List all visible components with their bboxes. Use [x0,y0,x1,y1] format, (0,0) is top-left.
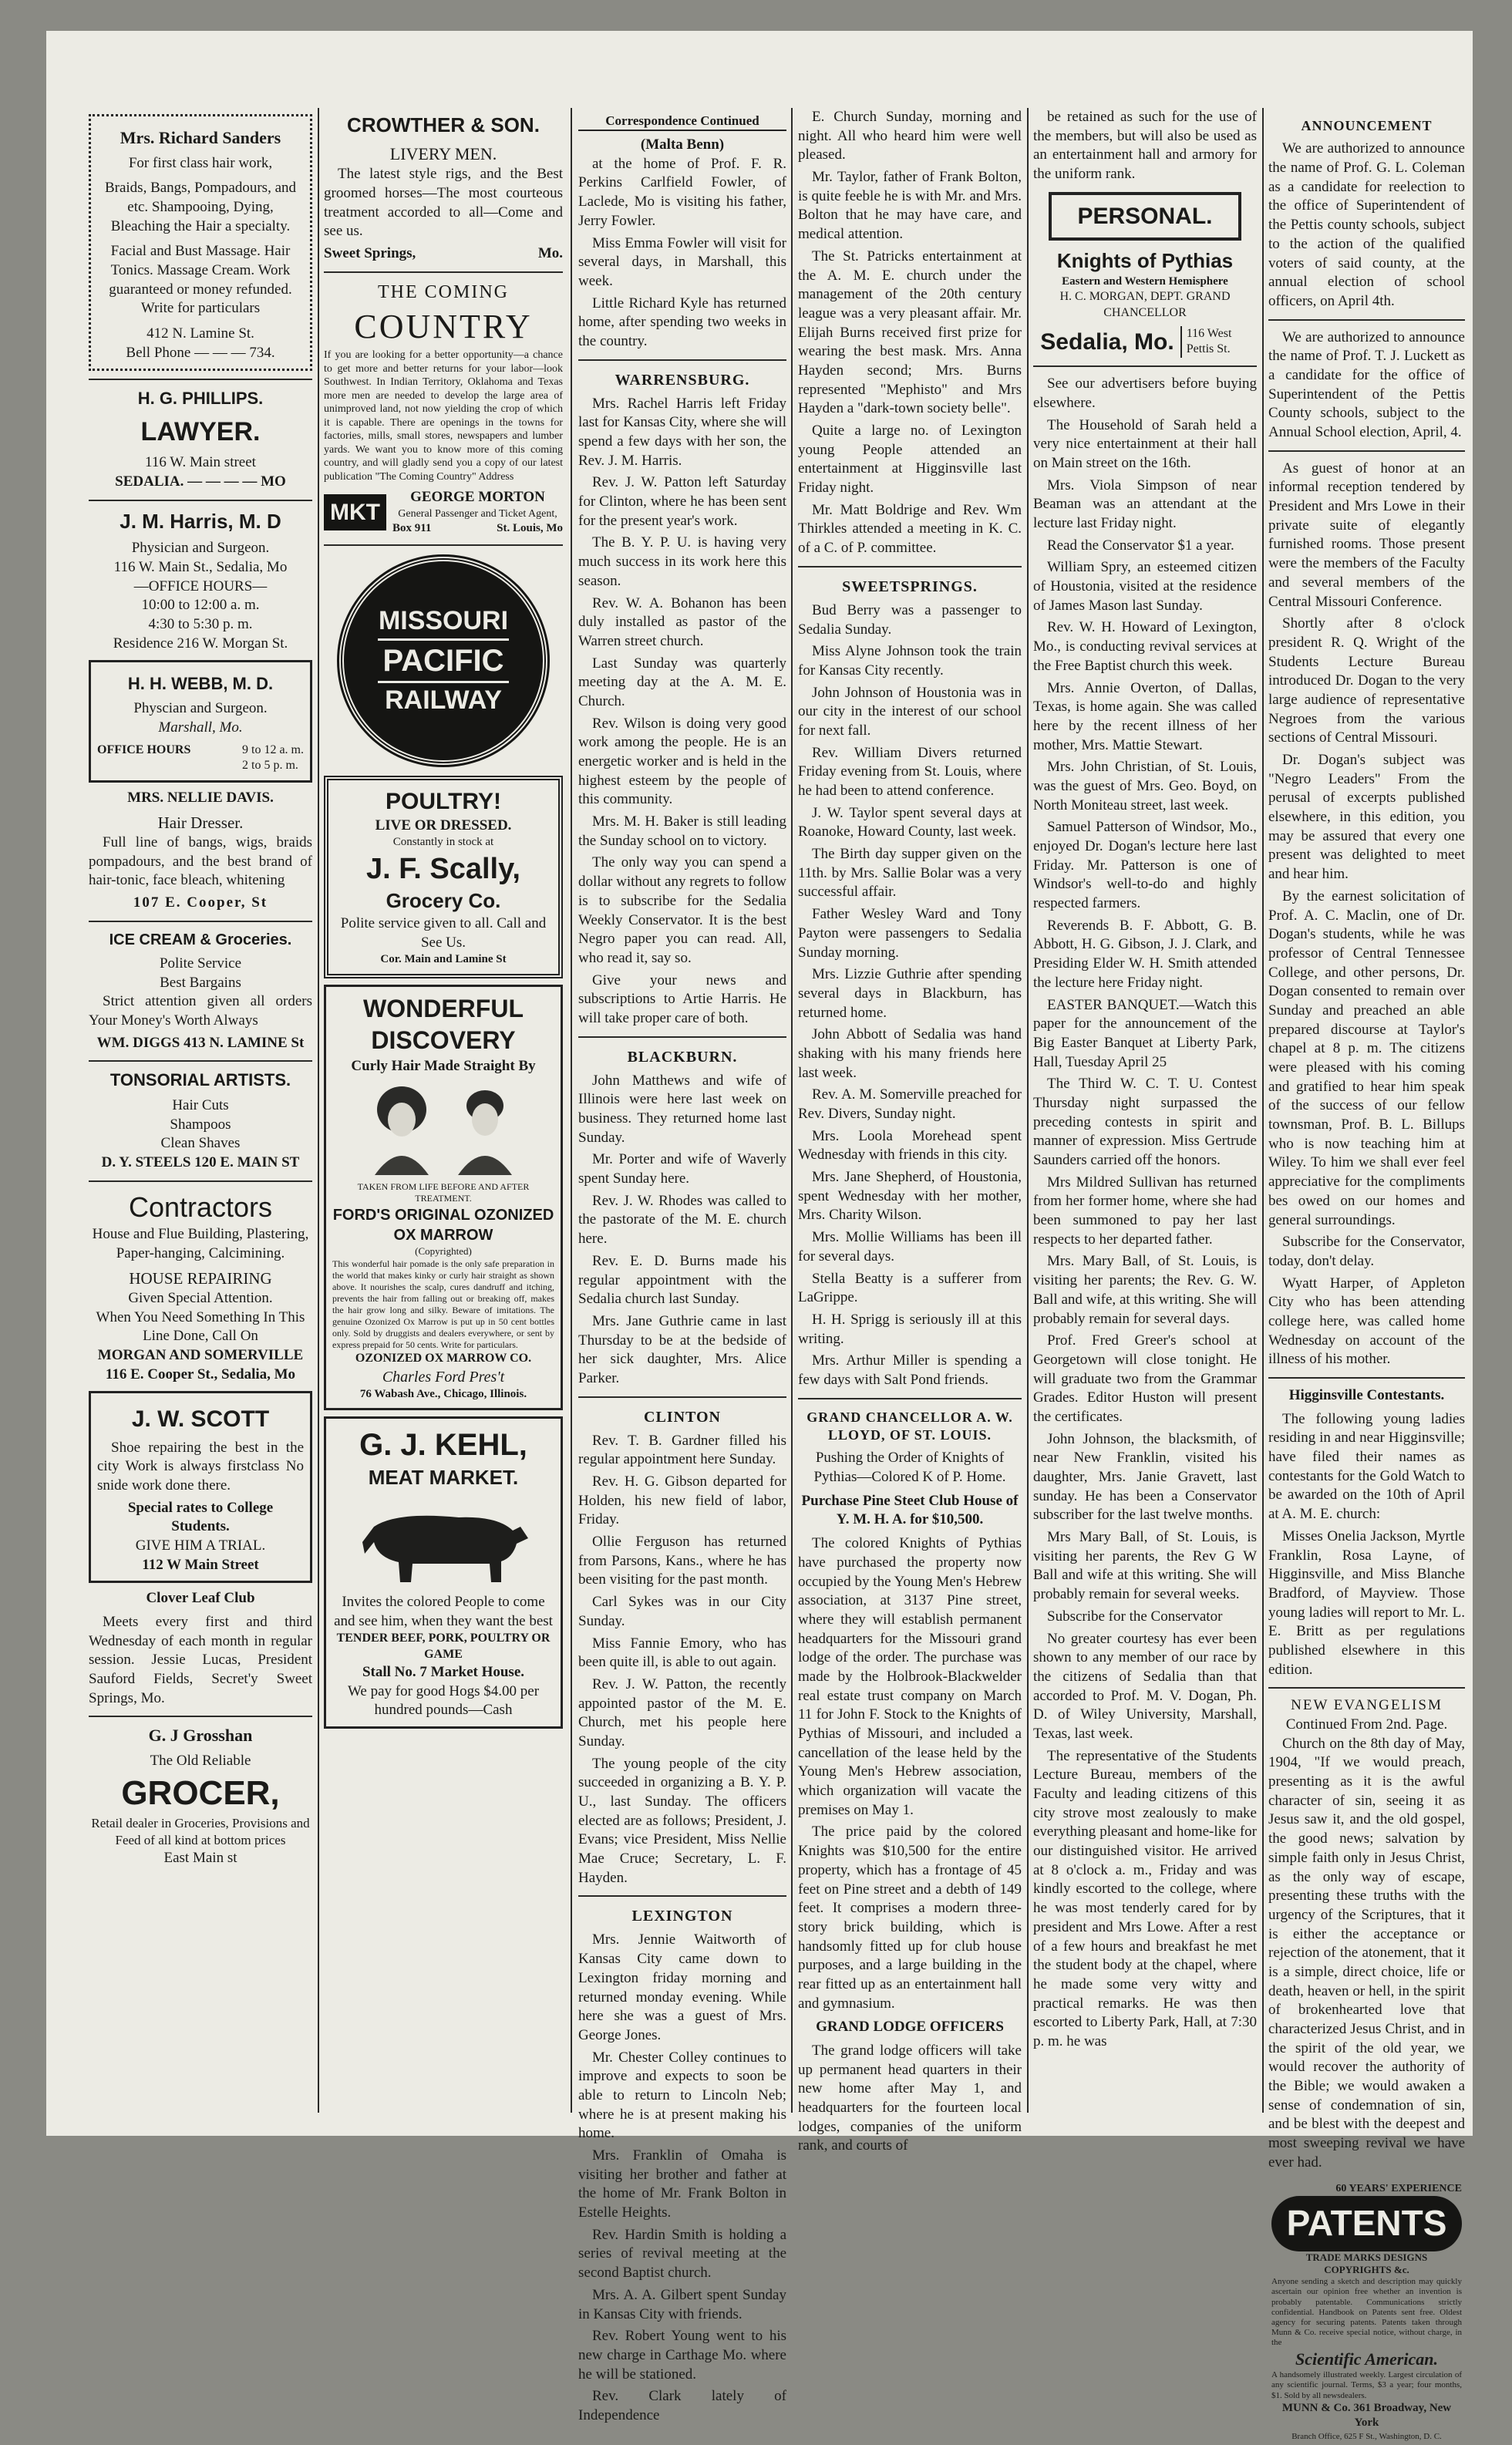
ad-title: POULTRY! [386,788,501,814]
news-item: Rev. J. W. Patton left Saturday for Clinton, where he has been sent for the present year's work. [578,474,786,529]
scott-ad [89,1391,312,1584]
ad-city: St. Louis, Mo [497,522,563,535]
ad-title: GROCER, [121,1773,280,1812]
news-item: Rev. J. W. Rhodes was called to the pastorate of the M. E. church here. [578,1192,786,1248]
news-item: Mrs. Mary Ball, of St. Louis, is visiting her parents; the Rev. G. W. Ball and wife, at this writing. She will probably remain for several days. [1033,1253,1257,1327]
office-hours: OFFICE HOURS [97,743,191,756]
ad-text: When You Need Something In This Line Done, Call On [96,1308,305,1345]
news-item: The following young ladies residing in and near Higginsville; have filed their names as contestants for the Gold Watch to be awarded on the 10th of April at A. M. E. church: [1268,1410,1465,1523]
column-1-advertisements [89,108,312,2113]
news-item: Rev. H. G. Gibson departed for Holden, his new field of labor, Friday. [578,1473,786,1528]
ad-title: THE COMING [378,281,509,302]
news-item: Last Sunday was quarterly meeting day at the A. M. E. Church. [578,655,786,709]
news-item: Rev. W. A. Bohanon has been duly installed as pastor of the Warren street church. [578,594,786,649]
woman-portrait-icon [367,1083,436,1175]
news-item: Rev. Hardin Smith is holding a series of revival meeting at the second Baptist church. [578,2226,786,2282]
portrait-illustration [332,1083,554,1175]
poultry-ad [324,776,563,978]
news-item: Rev. William Divers returned Friday evening from St. Louis, where he had been to attend conference. [798,744,1022,799]
article-paragraph: The grand lodge officers will take up permanent head quarters in their new home after May 1, and headquarters for the fourteen local lodges, companies of the uniform rank, and courts of [798,2043,1022,2154]
column-rule [1027,108,1029,2113]
clover-leaf-notice [89,1589,312,1708]
news-item: Prof. Fred Greer's school at Georgetown will close tonight. He will graduate two from the Grammar Grades. Editor Huston will present the certificates. [1033,1332,1257,1425]
section-heading: CLINTON [644,1408,721,1426]
ad-name: G. J. KEHL, [359,1428,527,1463]
ad-name: G. J Grosshan [148,1726,253,1746]
ad-name: Mrs. Richard Sanders [120,128,281,147]
news-item: Samuel Patterson of Windsor, Mo., enjoyed Dr. Dogan's lecture here last Friday. Mr. Patterson is one of Windsor's well-to-do and highly respected farmers. [1033,819,1257,912]
news-item: Mrs. Rachel Harris left Friday last for Kansas City, where she will spend a few days with her son, the Rev. J. M. Harris. [578,395,786,469]
ad-text: A handsomely illustrated weekly. Largest circulation of any scientific journal. Terms, $3 a year; four months, $1. Sold by all newsdealers. [1271,2370,1462,2400]
ad-title: FORD'S ORIGINAL OZONIZED OX MARROW [332,1206,554,1244]
news-item: Father Wesley Ward and Tony Payton were passengers to Sedalia Sunday morning. [798,906,1022,961]
news-item: Rev. E. D. Burns made his regular appointment with the Sedalia church last Sunday. [578,1252,786,1308]
news-item: H. H. Sprigg is seriously ill at this writing. [798,1311,1022,1347]
news-item: Mrs. Lizzie Guthrie after spending several days in Blackburn, has returned home. [798,966,1022,1021]
news-item: The B. Y. P. U. is having very much success in its work here this season. [578,534,786,589]
ad-text: Given Special Attention. [128,1290,273,1307]
news-item: Quite a large no. of Lexington young People attended an entertainment at Higginsville last Friday night. [798,423,1022,497]
ad-text: The latest style rigs, and the Best groomed horses—The most courteous treatment accorded to all—Come and see us. [324,166,563,240]
news-item: Mrs. M. H. Baker is still leading the Sunday school on to victory. [578,813,786,849]
ad-name: GEORGE MORTON [410,489,545,506]
section-heading: NEW EVANGELISM [1291,1697,1443,1714]
ad-text: H. C. MORGAN, DEPT. GRAND CHANCELLOR [1059,290,1231,319]
column-6-announcements [1268,108,1465,2441]
ad-text: Polite service given to all. Call and See Us. [340,914,547,951]
news-item: Dr. Dogan's subject was "Negro Leaders" From the perusal of excerpts published elsewhere, in this edition, you may be assured that every one present was delighted to meet and hear him. [1268,752,1465,883]
ad-address: Branch Office, 625 F St., Washington, D. C. [1291,2431,1442,2441]
ad-address: Cor. Main and Lamine St [380,953,507,966]
news-item: William Spry, an esteemed citizen of Houstonia, visited at the residence of James Mason last Sunday. [1033,559,1257,614]
ad-text: Invites the colored People to come and see him, when they want the best [334,1593,553,1629]
ad-text: General Passenger and Ticket Agent, [398,507,557,520]
news-item: Bud Berry was a passenger to Sedalia Sunday. [798,601,1022,638]
article-subhead: GRAND LODGE OFFICERS [816,2019,1004,2036]
section-heading: ANNOUNCEMENT [1301,118,1433,133]
ad-title: COUNTRY [354,308,533,346]
ad-city: SEDALIA. — — — — MO [115,473,286,490]
section-subhead: Continued From 2nd. Page. [1285,1716,1448,1733]
news-item: Give your news and subscriptions to Artie Harris. He will take proper care of both. [578,972,786,1026]
column-3-correspondence [578,108,786,2423]
news-item: Mrs. Jennie Waitworth of Kansas City came down to Lexington friday morning and returned monday evening. While here she was a guest of Mrs. George Jones. [578,1931,786,2043]
news-item: Rev. Wilson is doing very good work among the people. He is an energetic worker and is held in the highest esteem by the people of this community. [578,715,786,808]
crowther-ad [324,113,563,264]
news-item: Subscribe for the Conservator, today, don't delay. [1268,1234,1465,1269]
news-item: The Birth day supper given on the 11th. by Mrs. Sallie Bolar was a very successful affair. [798,846,1022,901]
office-hours: 4:30 to 5:30 p. m. [148,616,253,633]
diggs-ad [89,930,312,1052]
news-item: The only way you can spend a dollar without any regrets to follow is to subscribe for the Sedalia Weekly Conservator. It is the best Negro paper you can read. All, who read it, say so. [578,854,786,966]
news-item: The Household of Sarah held a very nice entertainment at their hall on Main street on the 16th. [1033,416,1257,471]
news-item: Miss Emma Fowler will visit for several days, in Marshall, this week. [578,234,786,289]
newspaper-page [46,31,1473,2441]
ad-name: ICE CREAM & Groceries. [109,931,292,948]
news-item: Mrs. Annie Overton, of Dallas, Texas, is home again. She was called here by the recent illness of her mother, Mrs. Mattie Stewart. [1033,679,1257,753]
news-item: be retained as such for the use of the members, but will also be used as an entertainment hall and armory for the uniform rank. [1033,109,1257,183]
news-item: John Matthews and wife of Illinois were here last week on business. They returned home last Sunday. [578,1072,786,1146]
ad-title: Hair Dresser. [157,813,244,832]
signature: Charles Ford Pres't [382,1368,505,1386]
logo-text: MISSOURI [378,606,509,636]
woman-portrait-icon [450,1083,520,1175]
news-item: Rev. W. H. Howard of Lexington, Mo., is conducting revival services at the Free Baptist church this week. [1033,619,1257,674]
news-item: Rev. A. M. Somerville preached for Rev. Divers, Sunday night. [798,1086,1022,1122]
ad-text: Best Bargains [160,974,241,991]
news-item: John Abbott of Sedalia was hand shaking with his many friends here last week. [798,1026,1022,1081]
ad-city: Marshall, Mo. [158,719,243,736]
ad-title: LIVERY MEN. [389,143,497,163]
ad-text: If you are looking for a better opportunity—a chance to get more and better returns for your labor—look Southwest. In Indian Territory, Oklahoma and Texas more men are needed to develop the large area of unimproved land, not now yielding the crop of which it is capable. There are openings in the towns for factories, mills, small stores, newspapers and lumber yards. We want you to know more of this coming country, and will gladly send you a copy of our latest publication "The Coming Country" Address [324,349,563,483]
mkt-logo: MKT [324,494,386,530]
news-item: Mr. Taylor, father of Frank Bolton, is quite feeble he is with Mr. and Mrs. Bolton that he may have care, and medical attention. [798,169,1022,243]
ad-text: TENDER BEEF, PORK, POULTRY OR GAME [336,1632,551,1662]
ad-title: Scientific American. [1295,2349,1438,2369]
ad-title: HOUSE REPAIRING [129,1268,272,1288]
ad-text: Hair Cuts [172,1096,229,1113]
article-paragraph: The price paid by the colored Knights was $10,500 for the entire property, which has a frontage of 45 feet on Pine street and a debth of 149 feet. It comprises a modern three-story brick building, which is handsomly fitted up for club house purposes, and a large building in the rear fitted up as an entertainment hall and gymnasium. [798,1824,1022,2012]
notice-text: Meets every first and third Wednesday of each month in regular session. Jessie Lucas, President Sauford Fields, Secret'y Sweet Springs, Mo. [89,1614,312,1706]
announcement: We are authorized to announce the name of Prof. G. L. Coleman as a candidate for reelection to the office of Superintendent of the Pettis county schools, subject to the action of the qualified voters of said county, at the annual election of school officers, on April 4th. [1268,140,1465,309]
ad-title: WONDERFUL [363,994,524,1022]
news-item: Misses Onelia Jackson, Myrtle Franklin, Rosa Layne, of Higginsville, and Miss Blanche Bradford, of Mayview. Those young ladies will report to Mr. L. E. Britt as per regulations published elsewhere in this edition. [1268,1527,1465,1678]
ad-title: Knights of Pythias [1056,248,1234,272]
notice-heading: Clover Leaf Club [146,1590,255,1607]
news-item: John Johnson, the blacksmith, of near New Franklin, visited his daughter, Mrs. Janie Gravett, last sunday. He has been a Conservator subscriber for the last twelve months. [1033,1430,1257,1524]
news-item: Rev. Clark lately of Independence [578,2388,786,2423]
ad-name: MUNN & Co. 361 Broadway, New York [1281,2401,1452,2430]
ad-name: Contractors [128,1191,273,1223]
ad-text: 60 YEARS' EXPERIENCE [1335,2182,1462,2194]
ad-address: 116 West Pettis St. [1180,326,1250,359]
ad-text: GIVE HIM A TRIAL. [135,1537,266,1554]
column-rule [571,108,572,2113]
ad-name: CROWTHER & SON. [347,113,540,136]
news-item: Mr. Chester Colley continues to improve and expects to soon be able to return to Lincoln Neb; where he is at present making his home. [578,2049,786,2142]
ad-address: Stall No. 7 Market House. [362,1663,525,1680]
news-item: The representative of the Students Lecture Bureau, members of the Faculty and leading citizens of this city strove most zealously to make everything pleasant and home-like for our distinguished visitor. He arrived at 8 o'clock a. m., Friday and was kindly escorted to the college, where he was most tenderly cared for by president and Mrs Lowe. After a rest of a few hours and breakfast he met the student body at the chapel, where he made some very witty and practical remarks. He was then escorted to Liberty Park, Hall, at 7:30 p. m. he was [1033,1747,1257,2049]
kehl-ad [324,1416,563,1729]
ad-name: Grocery Co. [386,889,501,913]
ad-text: Full line of bangs, wigs, braids pompadours, and the best brand of hair-tonic, face bleach, whitening [89,834,312,889]
ad-title: LAWYER. [140,417,261,447]
news-item: Mr. Porter and wife of Waverly spent Sunday here. [578,1151,786,1187]
ad-name: TONSORIAL ARTISTS. [109,1070,291,1090]
ad-name: H. H. WEBB, M. D. [127,673,274,693]
ad-address: 116 W. Main St., Sedalia, Mo [113,559,288,576]
section-heading: Higginsville Contestants. [1288,1387,1445,1404]
section-heading: Correspondence Continued [578,113,786,131]
coming-country-ad [324,281,563,537]
news-item: Carl Sykes was in our City Sunday. [578,1594,786,1629]
ad-name: J. F. Scally, [366,852,520,885]
news-item: See our advertisers before buying elsewhere. [1033,376,1257,411]
cattle-icon [343,1496,544,1588]
ad-text: LIVE OR DRESSED. [375,817,512,834]
ad-title: Physician and Surgeon. [131,540,270,557]
ad-address: 107 E. Cooper, St [133,894,268,911]
news-item: Rev. Robert Young went to his new charge in Carthage Mo. where he will be stationed. [578,2328,786,2383]
ad-address: 116 E. Cooper St., Sedalia, Mo [105,1366,296,1382]
news-item: Mrs. John Christian, of St. Louis, was the guest of Mrs. Geo. Boyd, on North Moniteau street, last week. [1033,759,1257,813]
news-item: Mrs. Loola Morehead spent Wednesday with friends in this city. [798,1127,1022,1164]
ad-text: Anyone sending a sketch and description may quickly ascertain our opinion free whether an invention is probably patentable. Communications strictly confidential. Handbook on Patents sent free. Oldest agency for securing patents. Patents taken through Munn & Co. receive special notice, without charge, in the [1271,2277,1462,2348]
missouri-pacific-logo [339,557,547,765]
section-heading: PERSONAL. [1049,192,1241,241]
ad-text: The Old Reliable [150,1753,251,1770]
news-item: Shortly after 8 o'clock president R. Q. Wright of the Students Lecture Bureau introduced Dr. Dogan to the very large audience of representative Negroes from the various sections of Central Missouri. [1268,615,1465,746]
ad-address: 412 N. Lamine St. [146,325,254,342]
ad-text: Clean Shaves [160,1135,241,1152]
ad-state: Mo. [537,245,563,262]
news-item: EASTER BANQUET.—Watch this paper for the announcement of the Big Easter Banquet at Liberty Park, Hall, Tuesday April 25 [1033,996,1257,1070]
column-rule [791,108,793,2113]
ad-text: Special rates to College Students. [127,1499,274,1535]
phillips-ad [89,388,312,491]
news-item: John Johnson of Houstonia was in our city in the interest of our school for next fall. [798,684,1022,739]
news-item: The Third W. C. T. U. Contest Thursday night surpassed the preceding contests in spirit and manner of expression. Miss Gertrude Saunders carried off the honors. [1033,1076,1257,1169]
dateline: (Malta Benn) [640,136,725,153]
column-5-personal [1033,108,1257,2113]
ad-title: PATENTS [1271,2196,1462,2251]
sanders-ad [89,114,312,371]
column-rule [318,108,319,2113]
article-subhead: Pushing the Order of Knights of Pythias—Colored K of P. Home. [813,1450,1006,1486]
contractors-ad [89,1190,312,1385]
column-4-news [798,108,1022,2154]
office-hours: 10:00 to 12:00 a. m. [141,597,260,614]
news-item: Miss Fannie Emory, who has been quite ill, is able to out again. [578,1635,786,1671]
news-item: By the earnest solicitation of Prof. A. C. Maclin, one of Dr. Dogan's students, while he was professor of Central Tennessee College, and other persons, Dr. Dogan consented to remain over Sunday and preached an able prepared discourse at Taylor's chapel at 8 p. m. The citizens were pleased with his coming and gratified to hear him speak of the success of our fellow townsman, Prof. B. L. Billups who is now teaching him at Wiley. To him we shall ever feel appreciative for the compliments bes owed on our homes and general surroundings. [1268,887,1465,1228]
news-item: Read the Conservator $1 a year. [1047,537,1234,554]
ad-caption: TAKEN FROM LIFE BEFORE AND AFTER TREATMENT. [357,1180,530,1204]
ad-address: D. Y. STEELS 120 E. MAIN ST [101,1153,300,1170]
ford-ox-marrow-ad [324,985,563,1410]
ad-name: OZONIZED OX MARROW CO. [355,1351,532,1365]
section-heading: SWEETSPRINGS. [842,578,978,595]
ad-name: J. M. Harris, M. D [120,509,281,533]
article-subhead: Purchase Pine Steet Club House of Y. M. H. A. for $10,500. [801,1492,1019,1528]
ad-title: Physcian and Surgeon. [133,700,268,717]
ad-text: This wonderful hair pomade is the only safe preparation in the world that makes kinky or curly hair straight as shown above. It nourishes the scalp, cures dandruff and itching, prevents the hair from falling out or breaking off, makes the hair grow long and silky. Beware of imitations. The genuine Ozonized Ox Marrow is put up in 50 cent bottles only. Sold by druggists and dealers everywhere, or sent by express prepaid for 50 cents. Write for particulars. [332,1258,554,1350]
section-heading: WARRENSBURG. [615,371,750,389]
grosshan-ad [89,1725,312,1867]
news-item: Ollie Ferguson has returned from Parsons, Kans., where he has been visiting for the past month. [578,1534,786,1588]
announcement: We are authorized to announce the name of Prof. T. J. Luckett as a candidate for the office of Superintendent of the Pettis County schools, subject to the Annual School election, April, 4. [1268,328,1465,441]
ad-names: MORGAN AND SOMERVILLE [97,1347,304,1364]
news-item: No greater courtesy has ever been shown to any member of our race by the citizens of Sedalia than that accorded to Prof. M. V. Dogan, Ph. D. of Wiley University, Marshall, Texas, last week. [1033,1630,1257,1742]
news-item: Miss Alyne Johnson took the train for Kansas City recently. [798,643,1022,679]
office-hours: 9 to 12 a. m. [242,743,304,756]
ad-text: Constantly in stock at [392,836,494,849]
ad-text: Curly Hair Made Straight By [351,1058,536,1075]
webb-ad [89,660,312,783]
ad-text: House and Flue Building, Plastering, Paper-hanging, Calcimining. [92,1226,309,1262]
section-heading: BLACKBURN. [627,1048,738,1066]
news-item: J. W. Taylor spent several days at Roanoke, Howard County, last week. [798,804,1022,840]
ad-title: DISCOVERY [371,1026,516,1055]
ad-text: Eastern and Western Hemisphere [1062,274,1228,288]
ad-phone: Bell Phone — — — 734. [126,344,275,361]
ad-name: H. G. PHILLIPS. [137,389,264,409]
ad-text: Shampoos [170,1116,231,1133]
news-item: Subscribe for the Conservator [1047,1608,1223,1625]
news-item: Mrs. A. A. Gilbert spent Sunday in Kansas City with friends. [578,2286,786,2322]
section-heading: LEXINGTON [631,1908,733,1925]
tonsorial-ad [89,1069,312,1172]
ad-city: Sedalia, Mo. [1040,328,1174,355]
column-2-advertisements [324,108,563,2113]
ad-residence: Residence 216 W. Morgan St. [113,635,288,652]
ad-name: MRS. NELLIE DAVIS. [127,790,274,807]
news-item: Mrs. Mollie Williams has been ill for several days. [798,1229,1022,1265]
ad-text: Strict attention given all orders Your Money's Worth Always [89,993,312,1029]
ad-text: TRADE MARKS DESIGNS COPYRIGHTS &c. [1305,2251,1428,2276]
news-item: Mrs Mildred Sullivan has returned from her former home, where she had been summoned to pay her last respects to her departed father. [1033,1174,1257,1248]
news-item: Mrs. Jane Guthrie came in last Thursday to be at the bedside of her sick daughter, Mrs. Alice Parker. [578,1312,786,1386]
news-item: Mrs. Jane Shepherd, of Houstonia, spent Wednesday with her mother, Mrs. Charity Wilson. [798,1169,1022,1224]
logo-text: PACIFIC [378,638,508,683]
ad-text: For first class hair work, [128,154,273,171]
ad-text: Shoe repairing the best in the city Work is always firstclass No snide work done there. [97,1439,304,1494]
ad-text: Polite Service [159,955,242,972]
ad-address: 76 Wabash Ave., Chicago, Illinois. [359,1387,527,1400]
news-item: The St. Patricks entertainment at the A. M. E. church under the management of the 20th century league was a very pleasant affair. Mr. Elijah Burns received first prize for wearing the best mask. Mrs. Anna Hayden second; Mrs. Burns represented "Mephisto" and Mrs Hayden a "dark-town society belle". [798,248,1022,417]
ad-address: 116 W. Main street [145,454,256,471]
ad-text: Braids, Bangs, Pompadours, and etc. Shampooing, Dying, Bleaching the Hair a specialty. [104,180,297,234]
ad-address: Box 911 [392,522,432,535]
news-item: The young people of the city succeeded in organizing a B. Y. P. U., last Sunday. The officers elected are as follows; President, J. Evans; vice President, Miss Nellie Mae Cruce; Secretary, L. F. Hayden. [578,1755,786,1886]
ad-text: We pay for good Hogs $4.00 per hundred pounds—Cash [347,1682,540,1719]
office-hours: —OFFICE HOURS— [133,578,268,594]
davis-ad [89,789,312,913]
ad-address: 112 W Main Street [142,1556,259,1573]
patents-ad [1268,2179,1465,2445]
news-item: Mrs. Franklin of Omaha is visiting her brother and father at the home of Mr. Frank Bolton in Estelle Heights. [578,2147,786,2221]
ad-city: Sweet Springs, [324,245,416,262]
ad-address: WM. DIGGS 413 N. LAMINE St [96,1034,305,1051]
news-item: Mrs. Arthur Miller is spending a few days with Salt Pond friends. [798,1352,1022,1388]
news-item: Mrs Mary Ball, of St. Louis, is visiting her parents, the Rev G W Ball and wife at this writing. She will probably remain for several weeks. [1033,1529,1257,1603]
ad-text: Facial and Bust Massage. Hair Tonics. Massage Cream. Work guaranteed or money refunded. Write for particulars [109,243,292,317]
article-paragraph: The colored Knights of Pythias have purchased the property now occupied by the Young Men's Hebrew association, at 3137 Pine street, where they will establish permanent headquarters for the Missouri grand lodge of the order. The purchase was made by the Holbrook-Blackwelder real estate trust company on March 11 for John F. Stock to the Knights of Pythias of Missouri, and included a cancellation of the lease held by the Young Men's Hebrew association, which organization will vacate the premises on May 1. [798,1535,1022,1818]
news-item: As guest of honor at an informal reception tendered by President and Mrs Lowe in their private suite of elegantly furnished rooms. Those present were the members of the Faculty and several members of the Central Missouri Conference. [1268,460,1465,610]
news-item: Stella Beatty is a sufferer from LaGrippe. [798,1270,1022,1306]
ad-address: East Main st [163,1850,237,1867]
news-item: Rev. T. B. Gardner filled his regular appointment here Sunday. [578,1432,786,1468]
news-item: Wyatt Harper, of Appleton City who has been attending college here, was called home Wednesday on account of the illness of his mother. [1268,1275,1465,1368]
article-headline: GRAND CHANCELLOR A. W. LLOYD, OF ST. LOUIS. [807,1409,1013,1443]
news-item: Rev. J. W. Patton, the recently appointed pastor of the M. E. Church, met his people here Sunday. [578,1675,786,1750]
news-item: Reverends B. F. Abbott, G. B. Abbott, H. G. Gibson, J. J. Clark, and Presiding Elder W. H. Smith attended the lecture here Friday night. [1033,917,1257,991]
ad-title: MEAT MARKET. [368,1466,519,1490]
logo-text: RAILWAY [385,685,502,715]
ad-name: J. W. SCOTT [131,1406,270,1432]
news-item: at the home of Prof. F. R. Perkins Carlfield Fowler, of Laclede, Mo is visiting his father, Jerry Fowler. [578,155,786,229]
article-paragraph: Church on the 8th day of May, 1904, "If we would preach, presenting as it is the awful character of sin, seeing it as Jesus saw it, and the old gospel, the good news; salvation by simple faith only in Jesus Christ, as the only way of escape, presenting these truths with the urgency of the Scriptures, that it is either the acceptance or rejection of the atonement, that it is a simple, direct choice, life or death, heaven or hell, in the spirit of brokenhearted love that characterized Jesus Christ, and in the spirit of the old year, we would recover the authority of the Bible; we would awaken a sense of condemnation of sin, and be blest with the deepest and most sweeping revival we have ever had. [1268,1735,1465,2171]
news-item: Mr. Matt Boldrige and Rev. Wm Thirkles attended a meeting in K. C. of a C. of P. committee. [798,501,1022,557]
news-item: E. Church Sunday, morning and night. All who heard him were well pleased. [798,109,1022,163]
office-hours: 2 to 5 p. m. [242,759,298,773]
news-item: Mrs. Viola Simpson of near Beaman was an attendant at the lecture last Friday night. [1033,477,1257,532]
ad-text: Retail dealer in Groceries, Provisions and Feed of all kind at bottom prices [91,1815,310,1848]
column-rule [1262,108,1264,2113]
news-item: Little Richard Kyle has returned home, after spending two weeks in the country. [578,295,786,349]
harris-ad [89,509,312,654]
ad-text: (Copyrighted) [415,1244,472,1257]
